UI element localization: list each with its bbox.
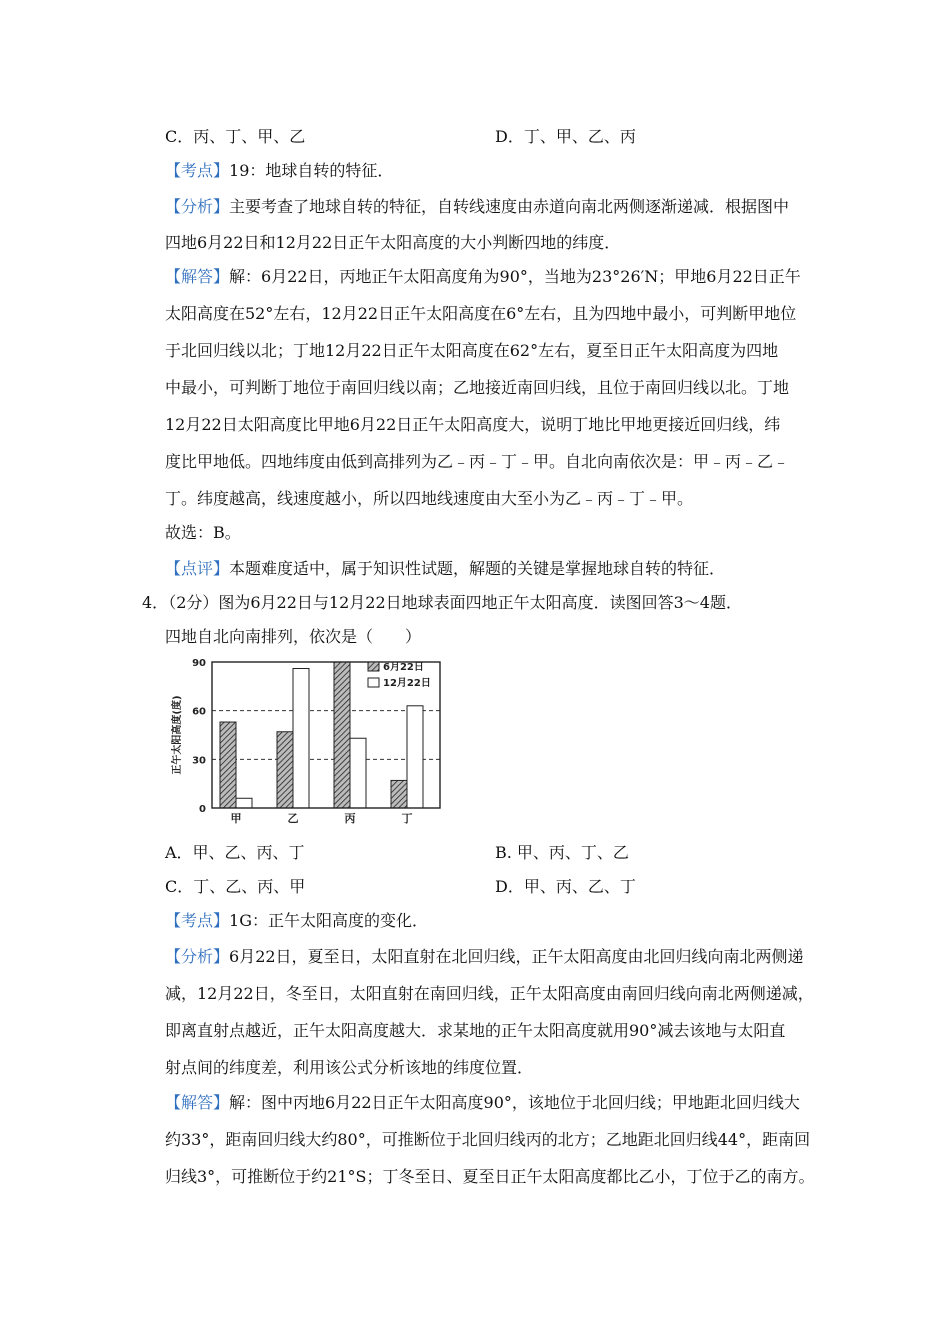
q4-stem-text: （2分）图为6月22日与12月22日地球表面四地正午太阳高度．读图回答3～4题． (168, 593, 742, 612)
q4-number: 4． (142, 593, 169, 612)
bar-dec22 (236, 798, 252, 808)
x-tick-label: 乙 (287, 812, 299, 825)
fenxi-text: 6月22日，夏至日，太阳直射在北回归线，正午太阳高度由北回归线向南北两侧递 (229, 947, 804, 966)
bar-jun22 (334, 662, 350, 808)
q3-dianping (165, 558, 725, 580)
fenxi-text: 主要考查了地球自转的特征，自转线速度由赤道向南北两侧逐渐递减．根据图中 (229, 197, 790, 216)
solar-altitude-chart (160, 650, 460, 830)
q4-jieda-line-1 (165, 1092, 800, 1114)
q4-fenxi-line-1 (165, 946, 804, 968)
bar-jun22 (391, 780, 407, 808)
q4-stem (142, 592, 742, 614)
q4-jieda-line-3: 归线3°，可推断位于约21°S；丁冬至日、夏至日正午太阳高度都比乙小，丁位于乙的南方。 (165, 1167, 815, 1186)
legend-swatch (368, 678, 379, 687)
legend-swatch (368, 662, 379, 671)
jieda-tag: 【解答】 (165, 1093, 230, 1112)
q4-fenxi-line-3: 即离直射点越近，正午太阳高度越大．求某地的正午太阳高度就用90°减去该地与太阳直 (165, 1021, 786, 1040)
jieda-tag: 【解答】 (165, 267, 230, 286)
x-tick-label: 丁 (401, 812, 413, 825)
q3-jieda-line-7: 丁。纬度越高，线速度越小，所以四地线速度由大至小为乙﹣丙﹣丁﹣甲。 (165, 489, 694, 508)
q3-jieda-line-6: 度比甲地低。四地纬度由低到高排列为乙﹣丙﹣丁﹣甲。自北向南依次是：甲﹣丙﹣乙﹣ (165, 452, 790, 471)
x-tick-label: 丙 (344, 812, 356, 825)
bar-dec22 (350, 738, 366, 808)
q3-option-c: C．丙、丁、甲、乙 (165, 127, 306, 146)
bar-jun22 (277, 732, 293, 808)
jieda-text: 解：图中丙地6月22日正午太阳高度90°，该地位于北回归线；甲地距北回归线大 (229, 1093, 800, 1112)
q4-jieda-line-2: 约33°，距南回归线大约80°，可推断位于北回归线丙的北方；乙地距北回归线44°，距南回 (165, 1130, 811, 1149)
q4-option-b: B. 甲、丙、丁、乙 (495, 843, 629, 862)
q3-jieda-line-2: 太阳高度在52°左右，12月22日正午太阳高度在6°左右，且为四地中最小，可判断甲地位 (165, 304, 797, 323)
bar-jun22 (220, 722, 236, 808)
q3-jieda-line-3: 于北回归线以北；丁地12月22日正午太阳高度在62°左右，夏至日正午太阳高度为四地 (165, 341, 779, 360)
dianping-text: 本题难度适中，属于知识性试题，解题的关键是掌握地球自转的特征． (229, 559, 726, 578)
bar-dec22 (293, 668, 309, 808)
jieda-text: 解：6月22日，丙地正午太阳高度角为90°，当地为23°26′N；甲地6月22日正午 (229, 267, 801, 286)
y-tick-label: 60 (192, 706, 206, 718)
q4-fenxi-line-2: 减，12月22日，冬至日，太阳直射在南回归线，正午太阳高度由南回归线向南北两侧递减， (165, 984, 814, 1003)
q3-option-d: D．丁、甲、乙、丙 (495, 127, 636, 146)
kaodian-tag: 【考点】 (165, 911, 230, 930)
q4-kaodian (165, 910, 428, 932)
q4-option-c: C．丁、乙、丙、甲 (165, 877, 306, 896)
y-tick-label: 0 (199, 804, 206, 815)
q3-answer: 故选：B。 (165, 523, 241, 542)
y-tick-label: 90 (192, 658, 206, 669)
kaodian-text: 1G：正午太阳高度的变化． (229, 911, 428, 930)
q3-jieda-line-1 (165, 266, 801, 288)
legend-label: 12月22日 (383, 678, 431, 689)
dianping-tag: 【点评】 (165, 559, 230, 578)
q3-jieda-line-5: 12月22日太阳高度比甲地6月22日正午太阳高度大，说明丁地比甲地更接近回归线，纬 (165, 415, 781, 434)
fenxi-tag: 【分析】 (165, 197, 230, 216)
q3-fenxi-line-1 (165, 196, 789, 218)
q4-option-a: A．甲、乙、丙、丁 (165, 843, 305, 862)
q3-kaodian (165, 160, 393, 182)
y-tick-label: 30 (192, 755, 206, 767)
x-tick-label: 甲 (230, 812, 242, 825)
bar-dec22 (407, 706, 423, 808)
y-axis-label: 正午太阳高度(度) (172, 695, 183, 775)
q4-fenxi-line-4: 射点间的纬度差，利用该公式分析该地的纬度位置． (165, 1058, 534, 1077)
kaodian-tag: 【考点】 (165, 161, 230, 180)
legend-label: 6月22日 (383, 662, 424, 673)
q4-question: 四地自北向南排列，依次是（ ） (165, 627, 422, 646)
q3-jieda-line-4: 中最小，可判断丁地位于南回归线以南；乙地接近南回归线，且位于南回归线以北。丁地 (165, 378, 790, 397)
q3-fenxi-line-2: 四地6月22日和12月22日正午太阳高度的大小判断四地的纬度． (165, 233, 621, 252)
kaodian-text: 19：地球自转的特征． (229, 161, 394, 180)
fenxi-tag: 【分析】 (165, 947, 230, 966)
q4-option-d: D．甲、丙、乙、丁 (495, 877, 636, 896)
